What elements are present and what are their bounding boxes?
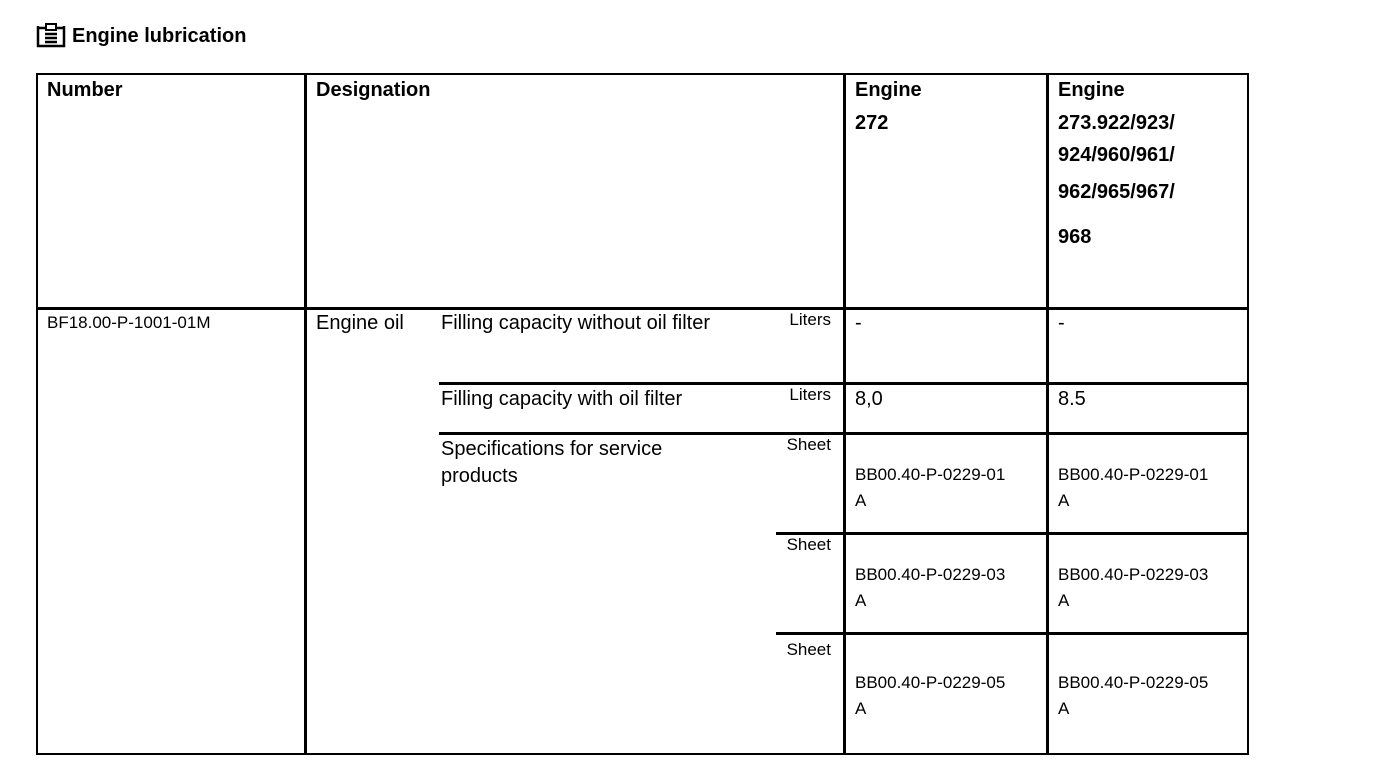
table-divider (304, 73, 307, 755)
header-engine-272 (855, 74, 922, 140)
item-value-line: A (1058, 591, 1070, 610)
item-value-line: A (1058, 491, 1070, 510)
item-engine-273-value (1058, 562, 1208, 614)
item-value-line: BB00.40-P-0229-03 (1058, 565, 1209, 584)
row-designation: Engine oil (316, 312, 404, 334)
item-value-line: BB00.40-P-0229-05 (1058, 673, 1209, 692)
item-unit: Sheet (786, 435, 831, 454)
header-designation: Designation (316, 79, 431, 101)
header-engine-273 (1058, 74, 1175, 260)
table-divider (843, 73, 846, 755)
item-engine-273-value: 8.5 (1058, 388, 1086, 410)
item-unit: Sheet (786, 640, 831, 659)
item-engine-272-value: - (855, 312, 862, 334)
table-divider (439, 432, 1249, 435)
item-unit: Liters (789, 310, 831, 329)
item-value-line: A (1058, 699, 1070, 718)
section-title: Engine lubrication (72, 24, 247, 47)
item-value-line: BB00.40-P-0229-03 (855, 565, 1006, 584)
item-label (441, 436, 662, 490)
header-engine-value: 272 (855, 112, 889, 134)
item-engine-272-value (855, 670, 1005, 722)
row-number: BF18.00-P-1001-01M (47, 313, 211, 332)
item-value-line: BB00.40-P-0229-01 (1058, 465, 1209, 484)
item-label-line: products (441, 465, 518, 487)
item-value-line: BB00.40-P-0229-01 (855, 465, 1006, 484)
item-value-line: A (855, 699, 867, 718)
header-engine-value: 962/965/967/ (1058, 181, 1175, 203)
item-value-line: A (855, 491, 867, 510)
item-value-line: BB00.40-P-0229-05 (855, 673, 1006, 692)
table-divider (1046, 73, 1049, 755)
item-label: Filling capacity with oil filter (441, 388, 683, 410)
section-heading (36, 22, 246, 50)
table-divider (776, 632, 1249, 635)
header-engine-label: Engine (855, 79, 922, 101)
header-number: Number (47, 79, 123, 101)
table-divider (776, 532, 1249, 535)
header-engine-value: 273.922/923/ (1058, 112, 1175, 134)
item-engine-273-value: - (1058, 312, 1065, 334)
header-engine-value: 924/960/961/ (1058, 144, 1175, 166)
item-value-line: A (855, 591, 867, 610)
item-label-line: Specifications for service (441, 438, 663, 460)
item-unit: Sheet (786, 535, 831, 554)
item-engine-273-value (1058, 462, 1208, 514)
item-engine-272-value (855, 562, 1005, 614)
header-engine-label: Engine (1058, 79, 1125, 101)
manual-book-icon (36, 22, 66, 50)
header-engine-value: 968 (1058, 226, 1092, 248)
item-unit: Liters (789, 385, 831, 404)
item-engine-272-value (855, 462, 1005, 514)
table-divider (439, 382, 1249, 385)
item-engine-273-value (1058, 670, 1208, 722)
item-engine-272-value: 8,0 (855, 388, 883, 410)
item-label: Filling capacity without oil filter (441, 312, 710, 334)
